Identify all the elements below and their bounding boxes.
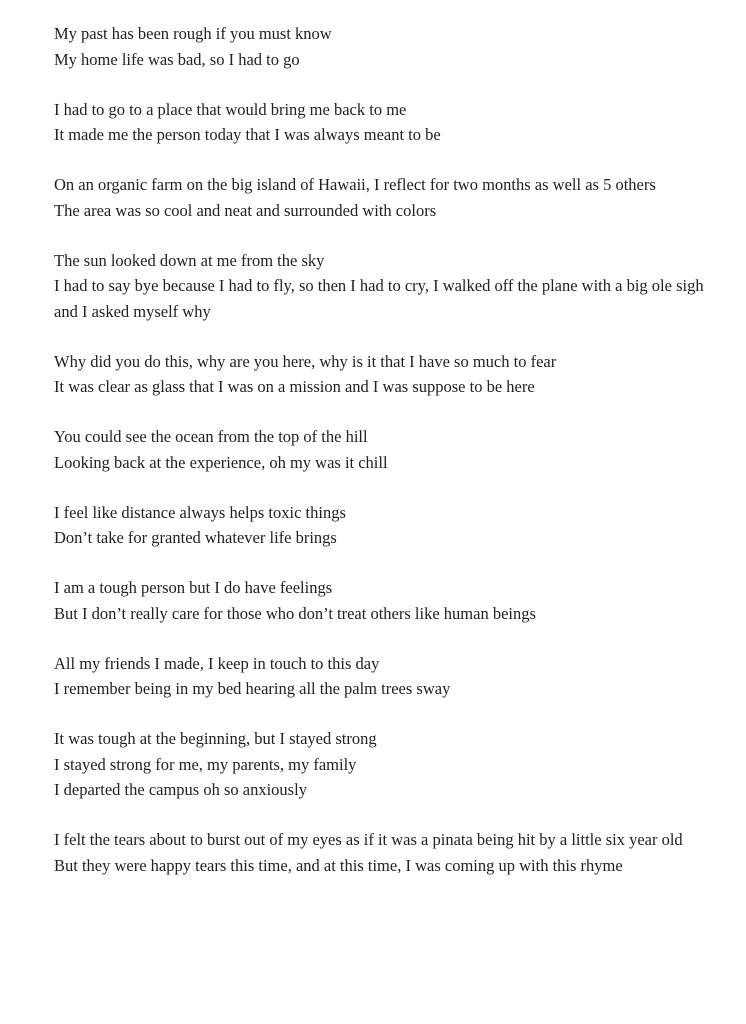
poem-line: But I don’t really care for those who don’t treat others like human beings [54, 603, 536, 623]
stanza [54, 827, 704, 878]
stanza [54, 575, 704, 626]
stanza [54, 424, 704, 475]
stanza [54, 21, 704, 72]
poem-line: It was clear as glass that I was on a mission and I was suppose to be here [54, 377, 535, 396]
stanza [54, 349, 704, 400]
poem-line: Looking back at the experience, oh my was it chill [54, 452, 388, 472]
poem-line: I feel like distance always helps toxic things [54, 502, 346, 522]
poem-line: Don’t take for granted whatever life brings [54, 528, 337, 547]
poem-line: You could see the ocean from the top of the hill [54, 427, 368, 446]
poem-line: I felt the tears about to burst out of my eyes as if it was a pinata being hit by a little six year old [54, 830, 683, 849]
poem-line: But they were happy tears this time, and at this time, I was coming up with this rhyme [54, 855, 623, 875]
poem-line: The area was so cool and neat and surrounded with colors [54, 200, 437, 220]
stanza [54, 651, 704, 702]
poem-line: It was tough at the beginning, but I stayed strong [54, 729, 377, 748]
poem-line: My home life was bad, so I had to go [54, 49, 300, 69]
poem-line: I had to go to a place that would bring me back to me [54, 99, 407, 119]
poem-line: All my friends I made, I keep in touch to this day [54, 653, 380, 673]
poem-line: I departed the campus oh so anxiously [54, 780, 307, 799]
poem-line: I had to say bye because I had to fly, so then I had to cry, I walked off the plane with a big ole sigh [54, 276, 704, 295]
poem-line: I stayed strong for me, my parents, my family [54, 754, 357, 774]
poem-line: Why did you do this, why are you here, why is it that I have so much to fear [54, 351, 557, 371]
poem-line: My past has been rough if you must know [54, 24, 332, 43]
stanza [54, 500, 704, 551]
poem-line: The sun looked down at me from the sky [54, 250, 325, 270]
poem-line: and I asked myself why [54, 301, 211, 321]
poem-line: I remember being in my bed hearing all the palm trees sway [54, 679, 451, 698]
stanza [54, 726, 704, 803]
poem-body [54, 21, 704, 903]
poem-line: It made me the person today that I was always meant to be [54, 125, 441, 144]
poem-line: I am a tough person but I do have feelings [54, 578, 333, 597]
stanza [54, 172, 704, 223]
stanza [54, 97, 704, 148]
poem-line: On an organic farm on the big island of Hawaii, I reflect for two months as well as 5 others [54, 175, 656, 194]
stanza [54, 248, 704, 325]
